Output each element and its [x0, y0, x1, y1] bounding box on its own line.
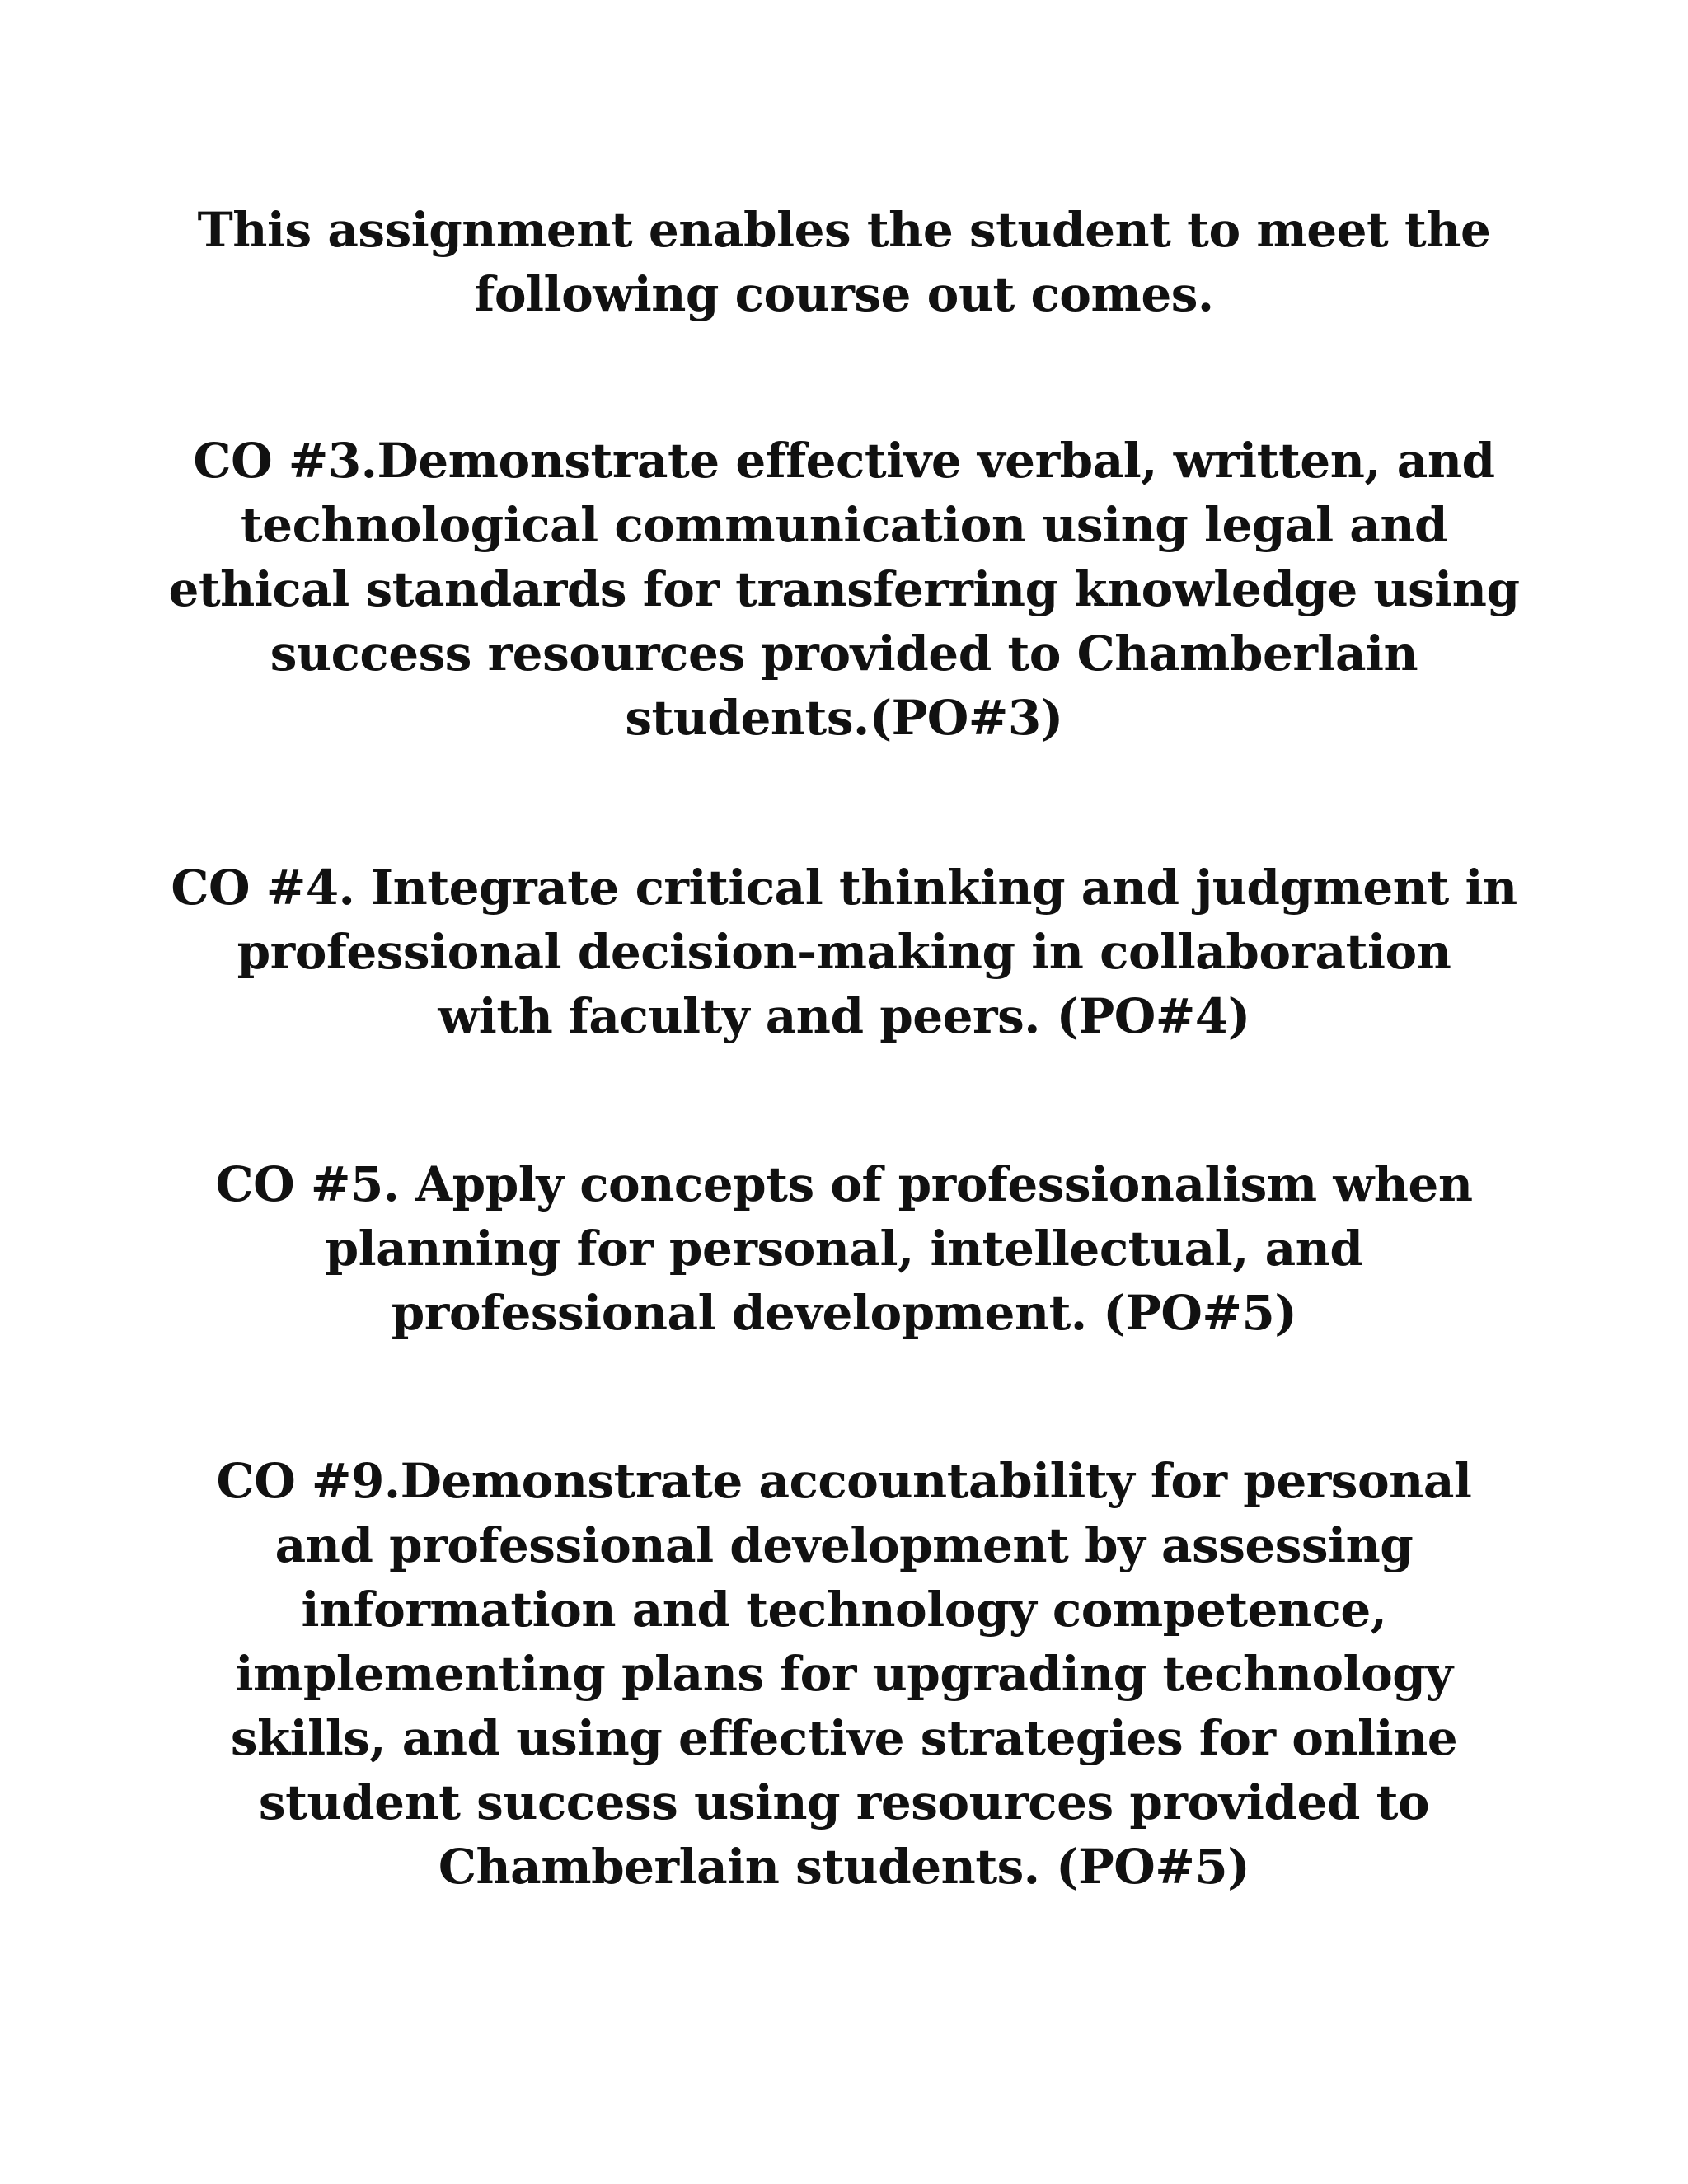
- intro-paragraph: [165, 198, 1523, 326]
- outcome-line: student success using resources provided to: [258, 1774, 1430, 1830]
- intro-line: following course out comes.: [474, 266, 1214, 322]
- course-outcome-co5: [165, 1152, 1523, 1345]
- course-outcome-co3: [165, 429, 1523, 750]
- intro-line: This assignment enables the student to meet the: [197, 202, 1491, 258]
- outcome-line: success resources provided to Chamberlain: [270, 626, 1418, 682]
- outcome-line: with faculty and peers. (PO#4): [438, 988, 1250, 1044]
- outcome-line: ethical standards for transferring knowledge using: [168, 561, 1520, 617]
- course-outcome-co9: [165, 1449, 1523, 1899]
- outcome-line: Chamberlain students. (PO#5): [438, 1839, 1250, 1895]
- outcome-line: technological communication using legal and: [240, 497, 1448, 553]
- outcome-line: information and technology competence,: [301, 1582, 1387, 1638]
- outcome-line: planning for personal, intellectual, and: [325, 1221, 1363, 1277]
- outcome-line: CO #9.Demonstrate accountability for personal: [216, 1453, 1472, 1509]
- course-outcome-co4: [165, 855, 1523, 1048]
- outcome-line: CO #5. Apply concepts of professionalism when: [215, 1156, 1473, 1212]
- outcome-line: implementing plans for upgrading technology: [235, 1646, 1453, 1702]
- outcome-line: skills, and using effective strategies for online: [230, 1710, 1458, 1766]
- outcome-line: professional development. (PO#5): [391, 1285, 1297, 1341]
- outcome-line: professional decision-making in collaboration: [237, 924, 1451, 980]
- outcome-line: and professional development by assessing: [274, 1517, 1414, 1573]
- outcome-line: CO #4. Integrate critical thinking and judgment in: [171, 860, 1517, 916]
- outcome-line: CO #3.Demonstrate effective verbal, written, and: [193, 433, 1495, 489]
- outcome-line: students.(PO#3): [625, 690, 1063, 746]
